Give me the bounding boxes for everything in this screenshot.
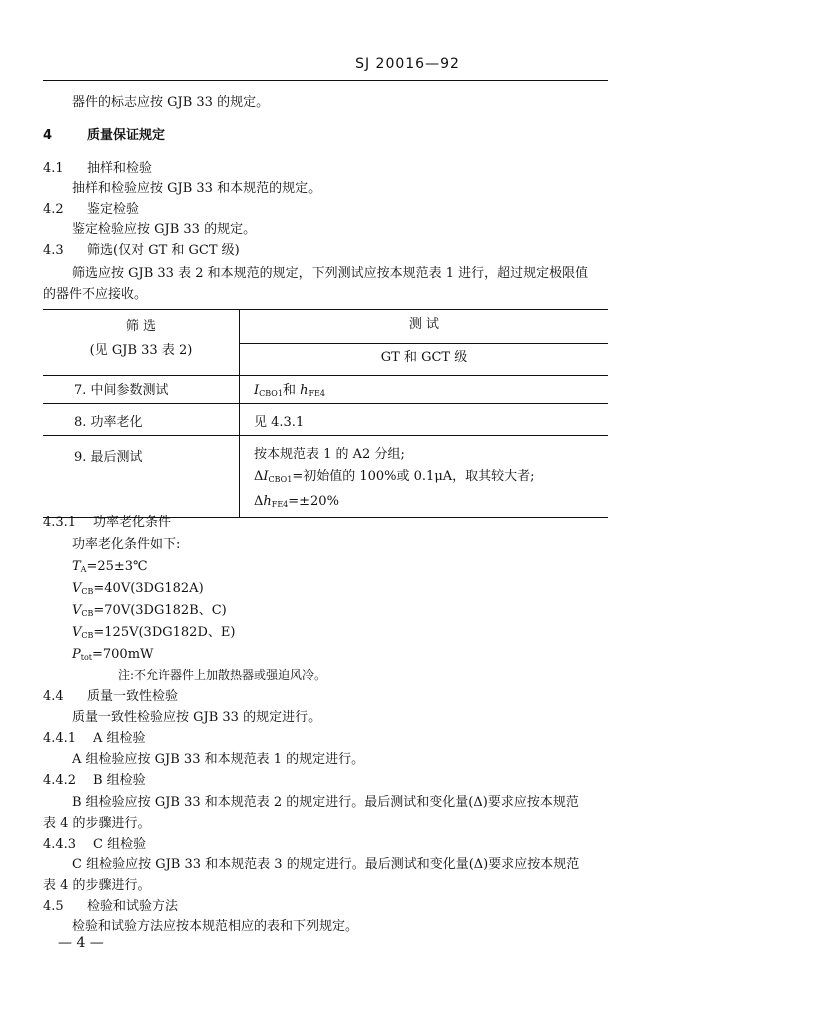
step-cell: [43, 436, 240, 518]
section-title: 筛选(仅对 GT 和 GCT 级): [87, 243, 240, 258]
section-4-4-3-body-line2: 表 4 的步骤进行。: [43, 878, 151, 893]
section-4-2-body: 鉴定检验应按 GJB 33 的规定。: [72, 222, 257, 237]
cond-value: =25±3℃: [86, 559, 148, 574]
section-title: A 组检验: [93, 731, 146, 746]
delta-symbol: Δ: [254, 494, 264, 509]
test-line-2: [254, 466, 608, 491]
param-symbol: h: [300, 383, 309, 398]
param-subscript: CBO1: [268, 475, 293, 484]
condition-note: 注:不允许器件上加散热器或强迫风冷。: [118, 668, 327, 682]
section-title: 质量一致性检验: [87, 689, 179, 704]
header-grade-label: GT 和 GCT 级: [380, 350, 468, 365]
section-4-1-body: 抽样和检验应按 GJB 33 和本规范的规定。: [72, 181, 322, 196]
cond-symbol: V: [72, 625, 82, 640]
test-line-1: 按本规范表 1 的 A2 分组;: [254, 447, 405, 462]
section-4-1-heading: [43, 160, 152, 178]
param-symbol: I: [254, 383, 260, 398]
cond-subscript: CB: [81, 609, 94, 618]
section-number: 4.5: [43, 899, 64, 914]
section-4-5-heading: [43, 898, 178, 916]
section-4-heading: [43, 127, 165, 145]
table-row: [43, 376, 608, 404]
condition-line: [72, 646, 153, 667]
condition-line: [72, 580, 204, 601]
cond-value: =700mW: [92, 647, 154, 662]
section-title: B 组检验: [93, 773, 146, 788]
section-number: 4.4.2: [43, 773, 77, 788]
section-4-4-2-heading: [43, 772, 146, 790]
condition-line: [72, 624, 235, 645]
cond-subscript: tot: [80, 653, 92, 662]
section-number: 4.4.1: [43, 731, 77, 746]
section-4-4-body: 质量一致性检验应按 GJB 33 的规定进行。: [72, 710, 322, 725]
condition-line: [72, 558, 148, 579]
screening-table: [43, 309, 608, 518]
cond-value: =125V(3DG182D、E): [93, 625, 236, 640]
cond-symbol: T: [72, 559, 81, 574]
section-number: 4.4: [43, 689, 64, 704]
section-title: 鉴定检验: [87, 202, 140, 217]
test-text: 见 4.3.1: [254, 415, 305, 430]
cond-value: =70V(3DG182B、C): [93, 603, 227, 618]
section-number: 4.2: [43, 202, 64, 217]
step-label: 9. 最后测试: [74, 450, 143, 465]
test-line-3-text: =±20%: [288, 494, 339, 509]
cond-value: =40V(3DG182A): [93, 581, 204, 596]
test-cell: [240, 404, 609, 436]
header-screening-label: 筛 选: [125, 319, 157, 334]
param-subscript: FE4: [271, 500, 289, 509]
section-number: 4.1: [43, 161, 64, 176]
param-subscript: FE4: [308, 389, 325, 398]
test-line-3: [254, 491, 608, 516]
section-4-5-body: 检验和试验方法应按本规范相应的表和下列规定。: [72, 919, 359, 934]
header-test-label: 测 试: [408, 317, 440, 332]
cond-subscript: CB: [81, 631, 94, 640]
cond-symbol: V: [72, 603, 82, 618]
document-number-header: SJ 20016—92: [355, 56, 460, 72]
cond-symbol: V: [72, 581, 82, 596]
section-4-2-heading: [43, 201, 139, 219]
delta-symbol: Δ: [254, 469, 264, 484]
cond-subscript: A: [80, 565, 87, 574]
section-title: 质量保证规定: [87, 128, 166, 143]
section-4-3-1-heading: [43, 514, 171, 532]
header-screening-ref: (见 GJB 33 表 2): [89, 343, 193, 358]
param-symbol: h: [263, 494, 272, 509]
section-4-4-2-body-line1: B 组检验应按 GJB 33 和本规范表 2 的规定进行。最后测试和变化量(Δ)要求应按本规范: [72, 795, 579, 810]
step-label: 8. 功率老化: [74, 415, 143, 430]
header-test-cell: [240, 310, 609, 344]
test-cell: [240, 436, 609, 518]
section-4-3-heading: [43, 242, 240, 260]
section-number: 4.3.1: [43, 515, 77, 530]
section-number: 4: [43, 128, 53, 143]
conjunction: 和: [282, 383, 296, 398]
section-4-3-body-line2: 的器件不应接收。: [43, 287, 148, 302]
table-row: [43, 436, 608, 518]
step-cell: [43, 404, 240, 436]
section-4-4-heading: [43, 688, 178, 706]
section-4-4-3-heading: [43, 836, 146, 854]
step-label: 7. 中间参数测试: [74, 383, 169, 398]
intro-line: 器件的标志应按 GJB 33 的规定。: [72, 95, 270, 110]
header-grade-cell: [240, 344, 609, 376]
section-4-4-2-body-line2: 表 4 的步骤进行。: [43, 816, 151, 831]
section-number: 4.3: [43, 243, 64, 258]
test-cell: [240, 376, 609, 404]
section-4-4-1-body: A 组检验应按 GJB 33 和本规范表 1 的规定进行。: [72, 752, 365, 767]
header-screening-cell: [43, 310, 240, 376]
header-rule: [43, 80, 608, 81]
section-title: 抽样和检验: [87, 161, 153, 176]
page-number: — 4 —: [58, 935, 104, 951]
section-title: C 组检验: [93, 837, 147, 852]
section-4-4-3-body-line1: C 组检验应按 GJB 33 和本规范表 3 的规定进行。最后测试和变化量(Δ)要求应按本规范: [72, 857, 580, 872]
cond-symbol: P: [72, 647, 81, 662]
test-line-2-text: =初始值的 100%或 0.1μA，取其较大者;: [292, 469, 535, 484]
step-cell: [43, 376, 240, 404]
section-4-3-1-intro: 功率老化条件如下:: [72, 537, 181, 552]
section-4-4-1-heading: [43, 730, 146, 748]
param-symbol: I: [263, 469, 269, 484]
table-row: [43, 404, 608, 436]
section-4-3-body-line1: 筛选应按 GJB 33 表 2 和本规范的规定，下列测试应按本规范表 1 进行，超过规定极限值: [72, 266, 589, 281]
section-title: 功率老化条件: [93, 515, 172, 530]
section-title: 检验和试验方法: [87, 899, 179, 914]
table-header-row: [43, 310, 608, 344]
section-number: 4.4.3: [43, 837, 77, 852]
condition-line: [72, 602, 227, 623]
param-subscript: CBO1: [259, 389, 283, 398]
cond-subscript: CB: [81, 587, 94, 596]
